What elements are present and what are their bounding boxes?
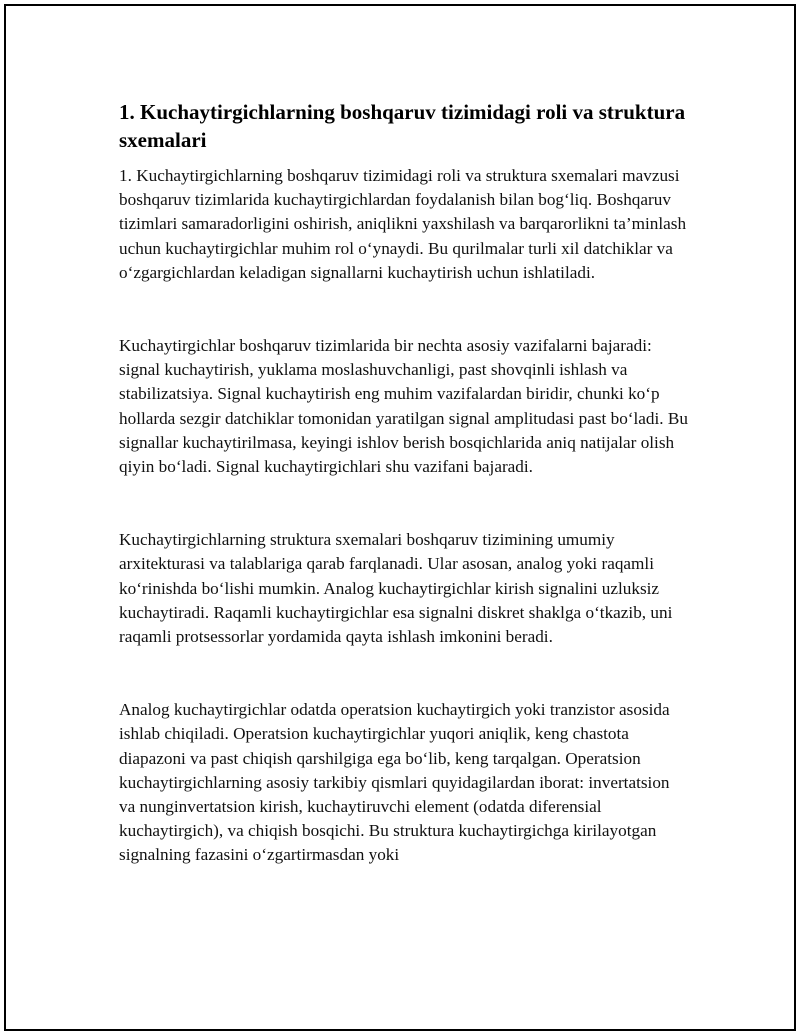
page-frame [4, 4, 796, 1031]
paragraph-1: 1. Kuchaytirgichlarning boshqaruv tizimidagi roli va struktura sxemalari mavzusi boshqaruv tizimlarida kuchaytirgichlardan foydalanish bilan bog‘liq. Boshqaruv tizimlari samaradorligini oshirish, aniqlikni yaxshilash va barqarorlikni ta’minlash uchun kuchaytirgichlar muhim rol o‘ynaydi. Bu qurilmalar turli xil datchiklar va o‘zgargichlardan keladigan signallarni kuchaytirish uchun ishlatiladi. [119, 166, 687, 282]
document-heading: 1. Kuchaytirgichlarning boshqaruv tizimidagi roli va struktura sxemalari [119, 100, 686, 152]
document-body [119, 98, 689, 868]
paragraph-2: Kuchaytirgichlar boshqaruv tizimlarida bir nechta asosiy vazifalarni bajaradi: signal kuchaytirish, yuklama moslashuvchanligi, past shovqinli ishlash va stabilizatsiya. Signal kuchaytirish eng muhim vazifalardan biridir, chunki ko‘p hollarda sezgir datchiklar tomonidan yaratilgan signal amplitudasi past bo‘ladi. Bu signallar kuchaytirilmasa, keyingi ishlov berish bosqichlarida aniq natijalar olish qiyin bo‘ladi. Signal kuchaytirgichlari shu vazifani bajaradi. [119, 336, 688, 477]
paragraph-4: Analog kuchaytirgichlar odatda operatsion kuchaytirgich yoki tranzistor asosida ishlab chiqiladi. Operatsion kuchaytirgichlar yuqori aniqlik, keng chastota diapazoni va past chiqish qarshilgiga ega bo‘lib, keng tarqalgan. Operatsion kuchaytirgichlarning asosiy tarkibiy qismlari quyidagilardan iborat: invertatsion va nunginvertatsion kirish, kuchaytiruvchi element (odatda diferensial kuchaytirgich), va chiqish bosqichi. Bu struktura kuchaytirgichga kirilayotgan signalning fazasini o‘zgartirmasdan yoki [119, 700, 670, 865]
paragraph-3: Kuchaytirgichlarning struktura sxemalari boshqaruv tizimining umumiy arxitekturasi va talablariga qarab farqlanadi. Ular asosan, analog yoki raqamli ko‘rinishda bo‘lishi mumkin. Analog kuchaytirgichlar kirish signalini uzluksiz kuchaytiradi. Raqamli kuchaytirgichlar esa signalni diskret shaklga o‘tkazib, uni raqamli protsessorlar yordamida qayta ishlash imkonini beradi. [119, 530, 673, 647]
paragraph-spacer [119, 285, 689, 334]
paragraph-spacer [119, 649, 689, 698]
paragraph-spacer [119, 479, 689, 528]
